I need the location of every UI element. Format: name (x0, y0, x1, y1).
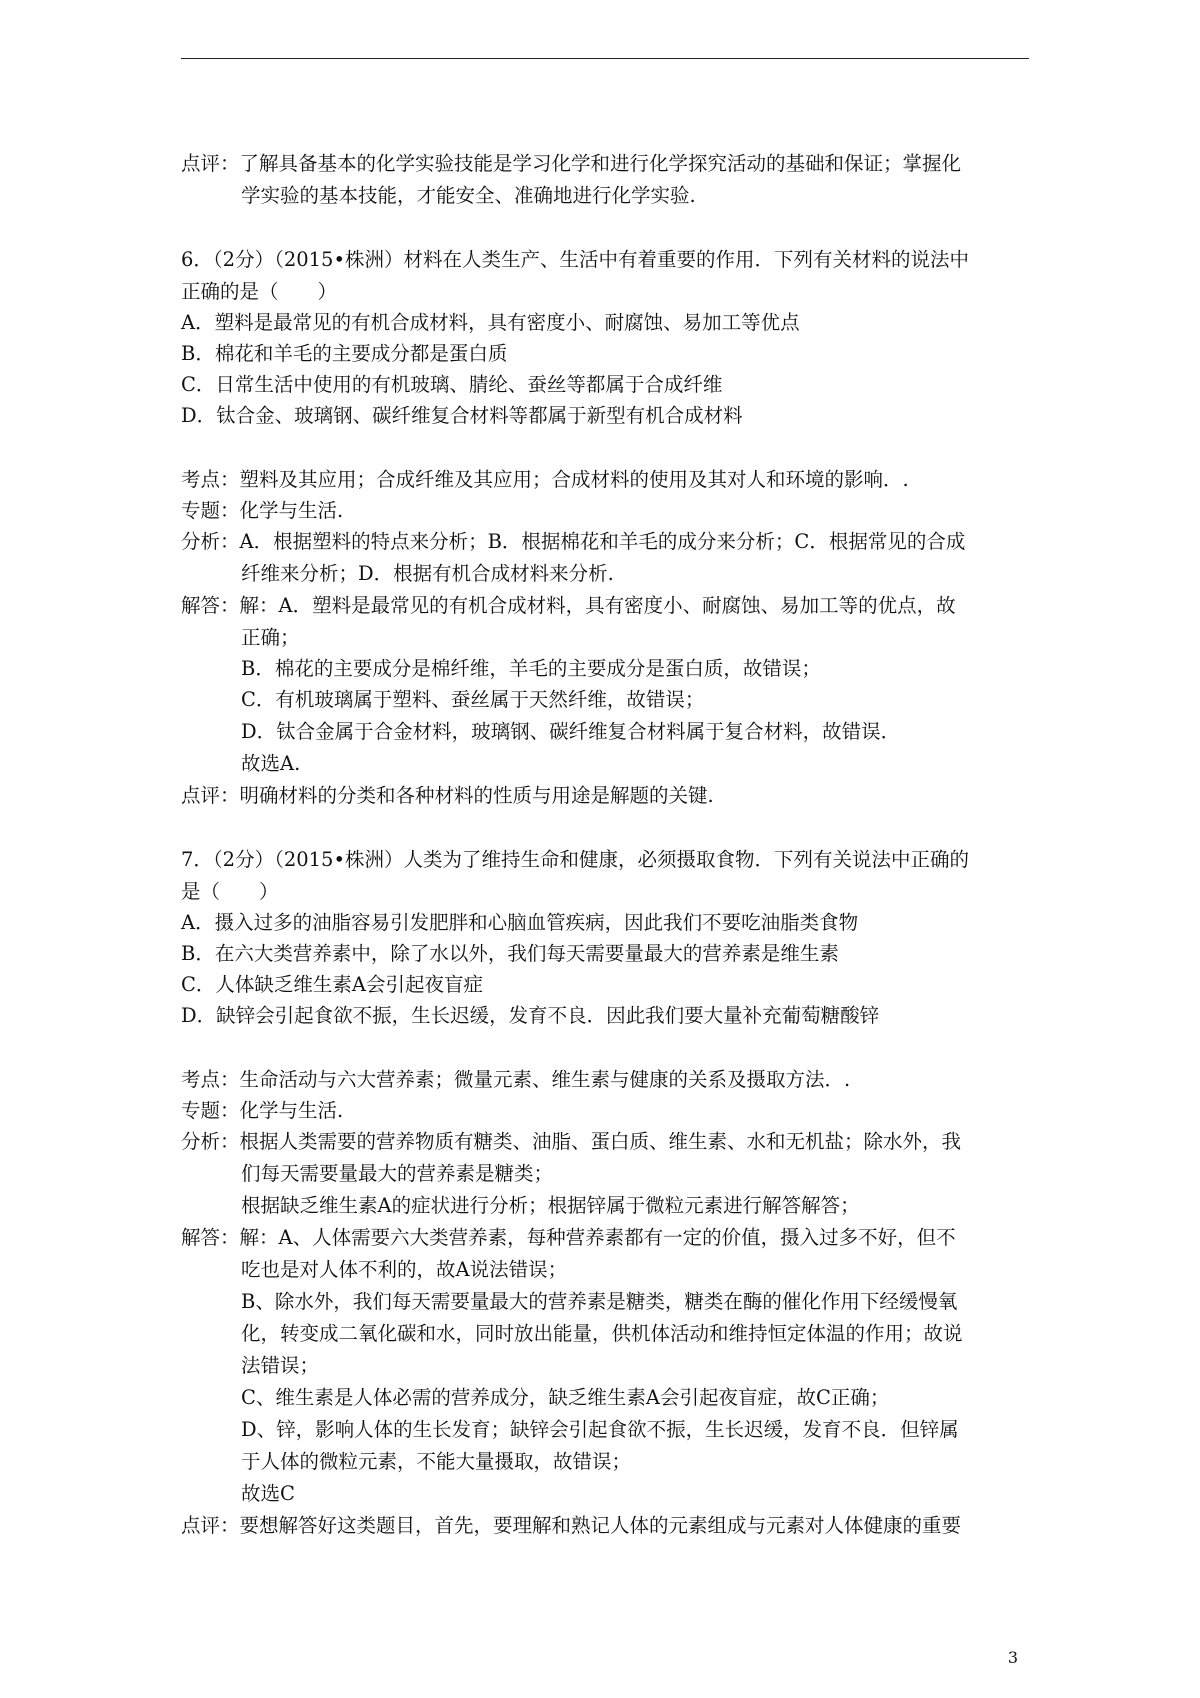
jieda: D．钛合金属于合金材料，玻璃钢、碳纤维复合材料属于复合材料，故错误． (241, 720, 901, 743)
jieda: C．有机玻璃属于塑料、蚕丝属于天然纤维，故错误； (241, 688, 705, 711)
option-c: C．人体缺乏维生素A会引起夜盲症 (181, 973, 484, 996)
jieda: 解答：解：A、人体需要六大类营养素，每种营养素都有一定的价值，摄入过多不好，但不 (181, 1226, 956, 1249)
dianping: 点评：明确材料的分类和各种材料的性质与用途是解题的关键. (181, 784, 714, 807)
header-rule (181, 58, 1029, 59)
kaodian: 考点：生命活动与六大营养素；微量元素、维生素与健康的关系及摄取方法．. (181, 1068, 851, 1091)
jieda: 于人体的微粒元素，不能大量摄取，故错误； (241, 1450, 632, 1473)
question-stem: 正确的是（ ） (181, 280, 338, 303)
jieda: 吃也是对人体不利的，故A说法错误； (241, 1258, 568, 1281)
jieda: 化，转变成二氧化碳和水，同时放出能量，供机体活动和维持恒定体温的作用；故说 (241, 1322, 963, 1345)
jieda: B．棉花的主要成分是棉纤维，羊毛的主要成分是蛋白质，故错误； (241, 657, 821, 680)
option-b: B．棉花和羊毛的主要成分都是蛋白质 (181, 342, 508, 365)
option-b: B．在六大类营养素中，除了水以外，我们每天需要量最大的营养素是维生素 (181, 942, 839, 965)
option-d: D．钛合金、玻璃钢、碳纤维复合材料等都属于新型有机合成材料 (181, 404, 743, 427)
dianping: 点评：要想解答好这类题目，首先，要理解和熟记人体的元素组成与元素对人体健康的重要 (181, 1514, 962, 1537)
option-d: D．缺锌会引起食欲不振，生长迟缓，发育不良．因此我们要大量补充葡萄糖酸锌 (181, 1004, 880, 1027)
jieda: C、维生素是人体必需的营养成分，缺乏维生素A会引起夜盲症，故C正确； (241, 1386, 890, 1409)
fenxi: 分析：A．根据塑料的特点来分析；B．根据棉花和羊毛的成分来分析；C．根据常见的合成 (181, 530, 966, 553)
zhuanti: 专题：化学与生活. (181, 499, 344, 522)
question-stem: 是（ ） (181, 880, 279, 903)
fenxi: 根据缺乏维生素A的症状进行分析；根据锌属于微粒元素进行解答解答； (241, 1194, 860, 1217)
jieda: 解答：解：A．塑料是最常见的有机合成材料，具有密度小、耐腐蚀、易加工等的优点，故 (181, 594, 956, 617)
jieda: 正确； (241, 626, 300, 649)
jieda: D、锌，影响人体的生长发育；缺锌会引起食欲不振，生长迟缓，发育不良．但锌属 (241, 1418, 959, 1441)
review-line: 点评：了解具备基本的化学实验技能是学习化学和进行化学探究活动的基础和保证；掌握化 (181, 152, 962, 175)
option-a: A．塑料是最常见的有机合成材料，具有密度小、耐腐蚀、易加工等优点 (181, 311, 800, 334)
jieda: 法错误； (241, 1354, 320, 1377)
jieda: B、除水外，我们每天需要量最大的营养素是糖类，糖类在酶的催化作用下经缓慢氧 (241, 1290, 958, 1313)
option-c: C．日常生活中使用的有机玻璃、腈纶、蚕丝等都属于合成纤维 (181, 373, 723, 396)
jieda: 故选A. (241, 752, 301, 775)
review-line: 学实验的基本技能，才能安全、准确地进行化学实验. (241, 184, 696, 207)
kaodian: 考点：塑料及其应用；合成纤维及其应用；合成材料的使用及其对人和环境的影响．. (181, 468, 909, 491)
page-number: 3 (1007, 1648, 1018, 1667)
question-stem: 6．（2分）（2015•株洲）材料在人类生产、生活中有着重要的作用．下列有关材料的说法中 (181, 248, 969, 271)
zhuanti: 专题：化学与生活. (181, 1099, 344, 1122)
option-a: A．摄入过多的油脂容易引发肥胖和心脑血管疾病，因此我们不要吃油脂类食物 (181, 911, 859, 934)
question-stem: 7．（2分）（2015•株洲）人类为了维持生命和健康，必须摄取食物．下列有关说法中正确的 (181, 848, 969, 871)
fenxi: 分析：根据人类需要的营养物质有糖类、油脂、蛋白质、维生素、水和无机盐；除水外，我 (181, 1130, 962, 1153)
jieda: 故选C (241, 1482, 295, 1505)
fenxi: 纤维来分析；D．根据有机合成材料来分析. (241, 562, 614, 585)
fenxi: 们每天需要量最大的营养素是糖类； (241, 1162, 554, 1185)
